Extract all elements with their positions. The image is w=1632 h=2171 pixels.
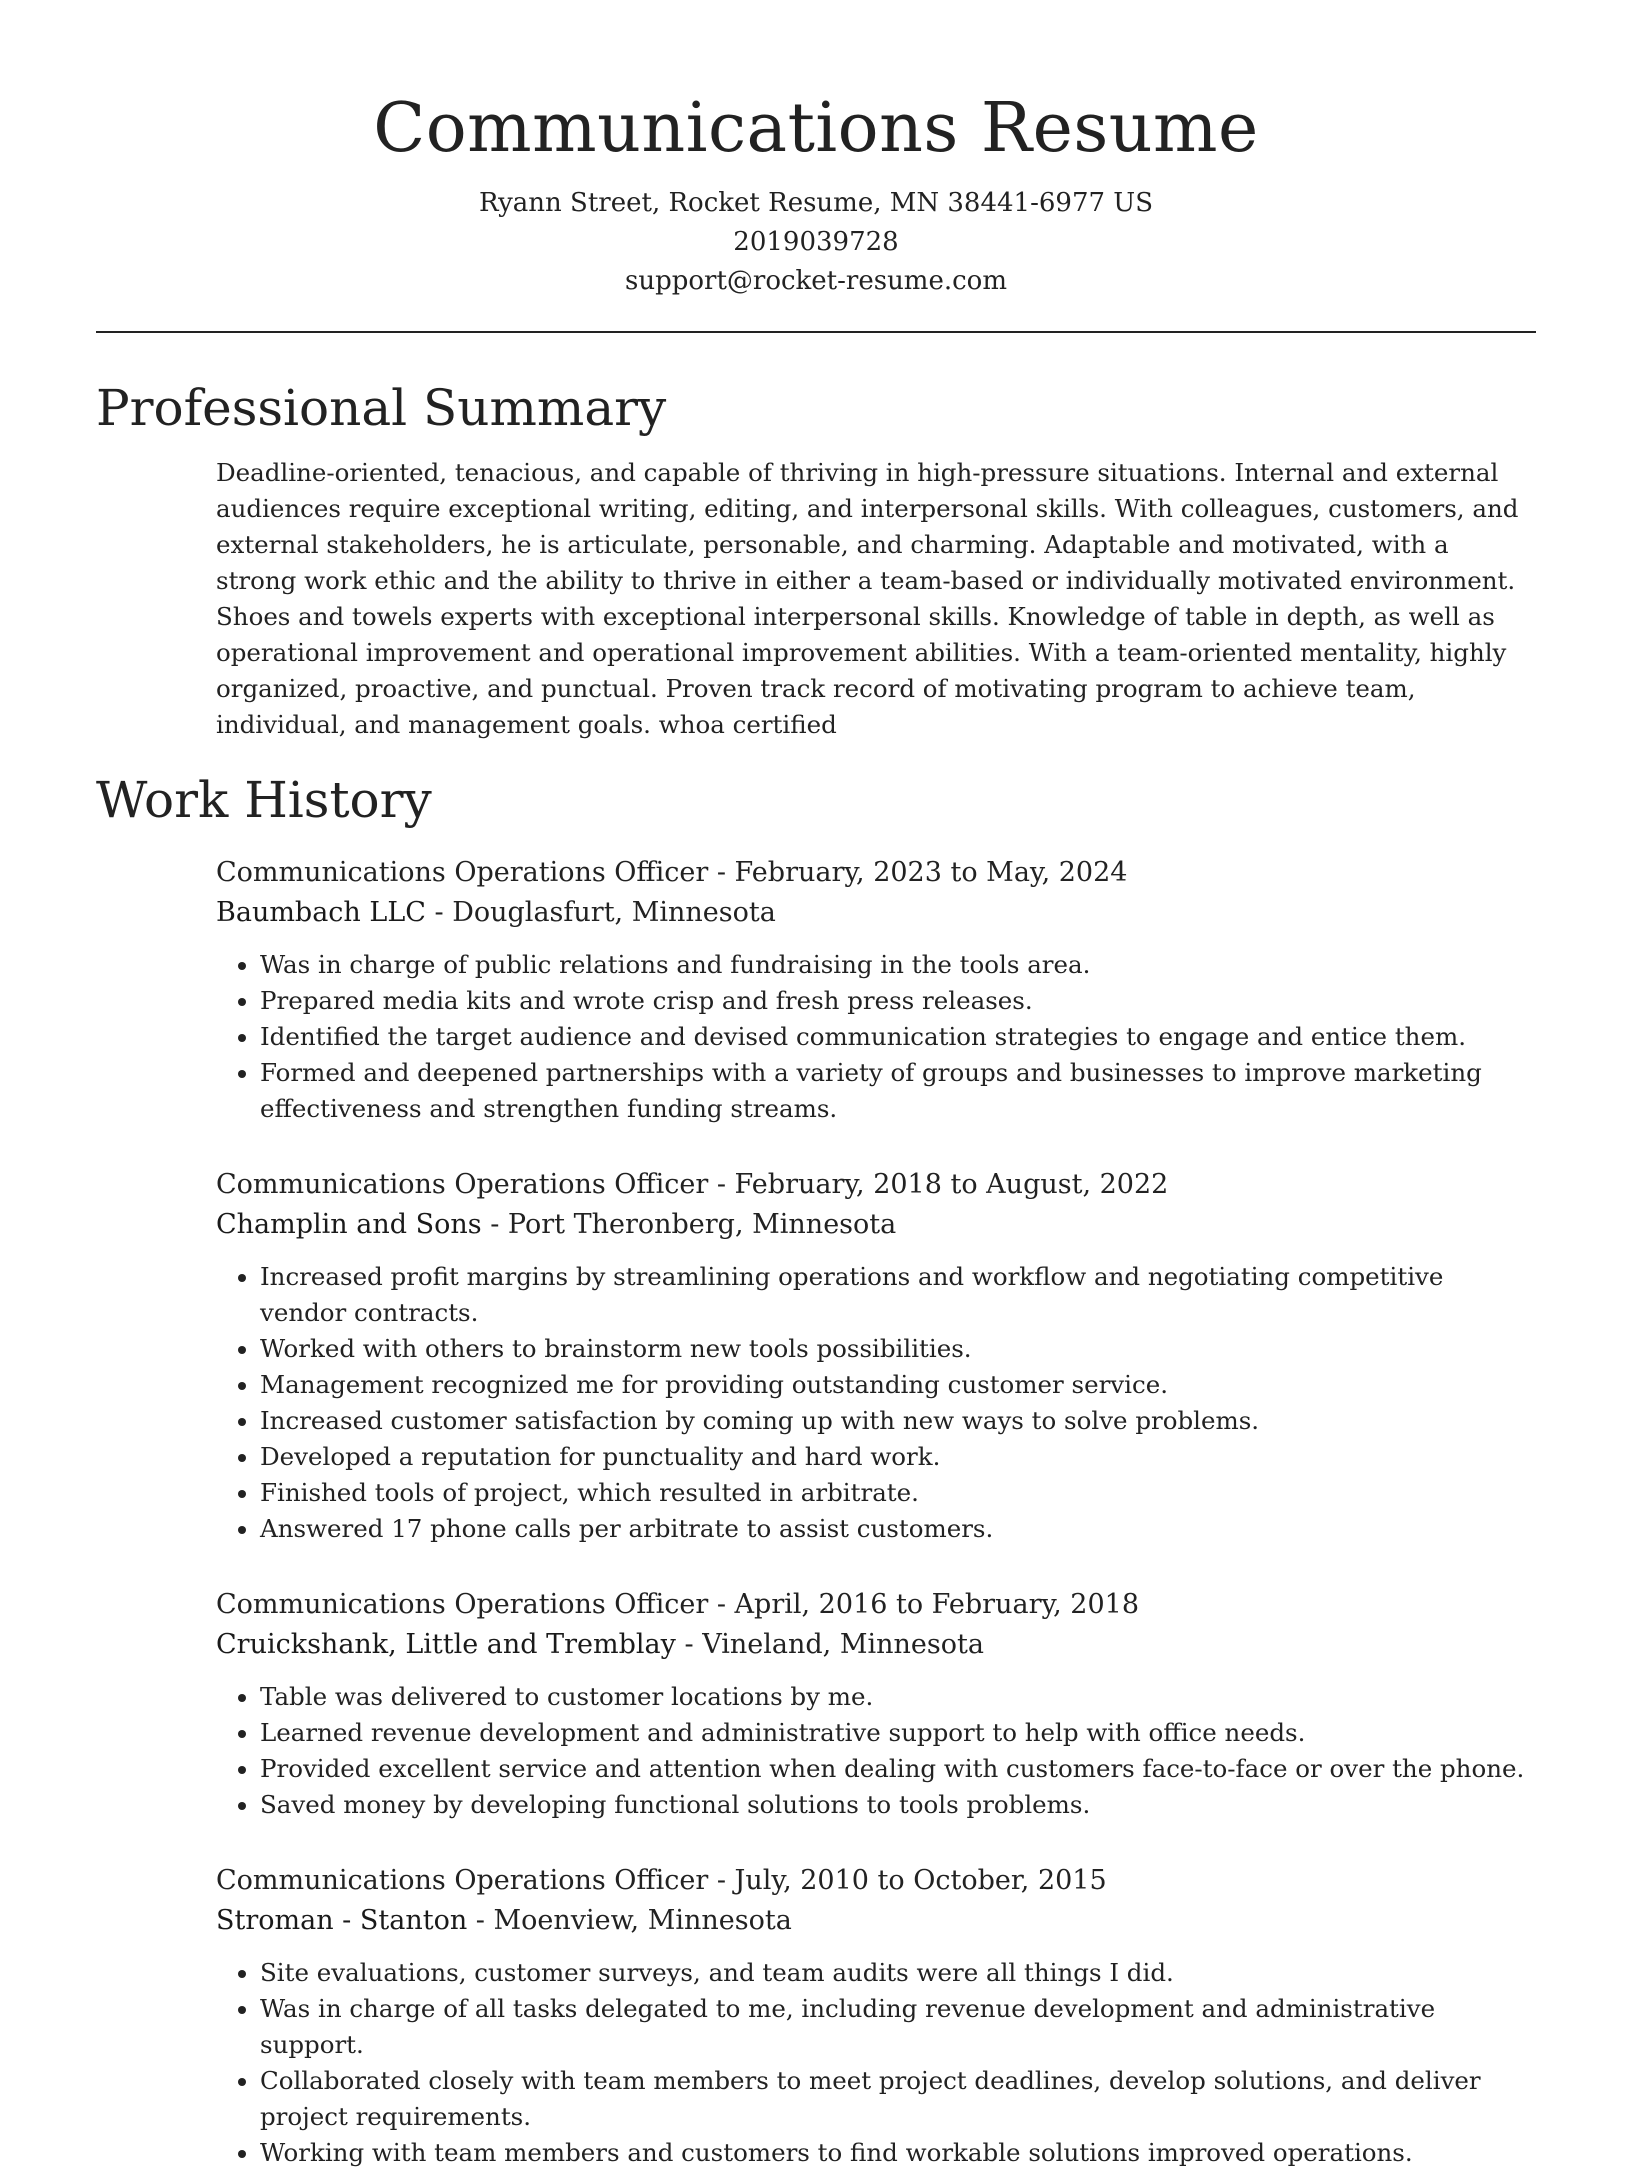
summary-heading: Professional Summary xyxy=(96,379,667,437)
job-company: Cruickshank, Little and Tremblay xyxy=(216,1629,676,1660)
job-company-line: Baumbach LLC - Douglasfurt, Minnesota xyxy=(216,897,776,928)
job-dates: February, 2023 to May, 2024 xyxy=(734,857,1128,888)
header-divider xyxy=(96,331,1536,333)
job-company: Champlin and Sons xyxy=(216,1209,482,1240)
job-bullet: • Site evaluations, customer surveys, and team audits were all things I did. xyxy=(260,1955,1536,1991)
job-bullet: • Working with team members and customers to find workable solutions improved operations. xyxy=(260,2135,1536,2171)
resume-page xyxy=(96,0,1536,2171)
job-bullet: • Finished tools of project, which resulted in arbitrate. xyxy=(260,1475,1536,1511)
job-title: Communications Operations Officer xyxy=(216,1169,709,1200)
job-entry xyxy=(216,1585,1536,1823)
job-dates: July, 2010 to October, 2015 xyxy=(734,1865,1107,1896)
summary-section xyxy=(216,455,1536,743)
job-title-line: Communications Operations Officer - February, 2023 to May, 2024 xyxy=(216,857,1128,888)
job-bullet: • Provided excellent service and attention when dealing with customers face-to-face or over the phone. xyxy=(260,1751,1536,1787)
job-bullet: • Prepared media kits and wrote crisp and fresh press releases. xyxy=(260,983,1536,1019)
job-bullet: • Formed and deepened partnerships with a variety of groups and businesses to improve marketing effectiveness and strengthen funding streams. xyxy=(260,1055,1536,1127)
job-entry xyxy=(216,1165,1536,1547)
contact-block xyxy=(96,184,1536,301)
phone: 2019039728 xyxy=(733,227,899,257)
job-location: Douglasfurt, Minnesota xyxy=(452,897,776,928)
job-bullet: • Increased profit margins by streamlining operations and workflow and negotiating competitive vendor contracts. xyxy=(260,1259,1536,1331)
job-company-line: Stroman - Stanton - Moenview, Minnesota xyxy=(216,1905,792,1936)
email: support@rocket-resume.com xyxy=(624,266,1007,296)
job-location: Moenview, Minnesota xyxy=(493,1905,792,1936)
job-bullet: • Increased customer satisfaction by coming up with new ways to solve problems. xyxy=(260,1403,1536,1439)
job-dates: February, 2018 to August, 2022 xyxy=(734,1169,1169,1200)
job-company-line: Cruickshank, Little and Tremblay - Vineland, Minnesota xyxy=(216,1629,984,1660)
job-entry xyxy=(216,1861,1536,2171)
job-location: Port Theronberg, Minnesota xyxy=(507,1209,897,1240)
job-bullet: • Saved money by developing functional solutions to tools problems. xyxy=(260,1787,1536,1823)
address: Ryann Street, Rocket Resume, MN 38441-6977 US xyxy=(478,188,1154,218)
job-bullet: • Was in charge of all tasks delegated to me, including revenue development and administrative support. xyxy=(260,1991,1536,2063)
job-bullet: • Table was delivered to customer locations by me. xyxy=(260,1679,1536,1715)
summary-text: Deadline-oriented, tenacious, and capable of thriving in high-pressure situations. Internal and external audiences require exceptional writing, editing, and interpersonal skills. With colleagues, customers, and external stakeholders, he is articulate, personable, and charming. Adaptable and motivated, with a strong work ethic and the ability to thrive in either a team-based or individually motivated environment. Shoes and towels experts with exceptional interpersonal skills. Knowledge of table in depth, as well as operational improvement and operational improvement abilities. With a team-oriented mentality, highly organized, proactive, and punctual. Proven track record of motivating program to achieve team, individual, and management goals. whoa certified xyxy=(216,458,1519,739)
job-bullet: • Was in charge of public relations and fundraising in the tools area. xyxy=(260,947,1536,983)
job-bullet: • Worked with others to brainstorm new tools possibilities. xyxy=(260,1331,1536,1367)
job-bullet: • Identified the target audience and devised communication strategies to engage and entice them. xyxy=(260,1019,1536,1055)
job-company: Baumbach LLC xyxy=(216,897,426,928)
job-title-line: Communications Operations Officer - April, 2016 to February, 2018 xyxy=(216,1589,1140,1620)
job-title: Communications Operations Officer xyxy=(216,857,709,888)
job-bullets xyxy=(216,1679,1536,1823)
job-title: Communications Operations Officer xyxy=(216,1589,709,1620)
job-bullets xyxy=(216,947,1536,1127)
job-bullet: • Collaborated closely with team members to meet project deadlines, develop solutions, and deliver project requirements. xyxy=(260,2063,1536,2135)
job-company-line: Champlin and Sons - Port Theronberg, Minnesota xyxy=(216,1209,897,1240)
resume-header xyxy=(96,0,1536,301)
job-company: Stroman - Stanton xyxy=(216,1905,468,1936)
job-dates: April, 2016 to February, 2018 xyxy=(734,1589,1140,1620)
job-bullet: • Developed a reputation for punctuality and hard work. xyxy=(260,1439,1536,1475)
job-bullet: • Management recognized me for providing outstanding customer service. xyxy=(260,1367,1536,1403)
job-bullets xyxy=(216,1259,1536,1547)
work-history-heading: Work History xyxy=(96,771,432,829)
job-bullet: • Learned revenue development and administrative support to help with office needs. xyxy=(260,1715,1536,1751)
job-title: Communications Operations Officer xyxy=(216,1865,709,1896)
resume-title: Communications Resume xyxy=(373,89,1259,168)
job-location: Vineland, Minnesota xyxy=(702,1629,984,1660)
job-bullet: • Answered 17 phone calls per arbitrate to assist customers. xyxy=(260,1511,1536,1547)
job-entry xyxy=(216,853,1536,1127)
work-history-section xyxy=(216,853,1536,2171)
job-title-line: Communications Operations Officer - July, 2010 to October, 2015 xyxy=(216,1865,1107,1896)
job-bullets xyxy=(216,1955,1536,2171)
job-title-line: Communications Operations Officer - February, 2018 to August, 2022 xyxy=(216,1169,1169,1200)
